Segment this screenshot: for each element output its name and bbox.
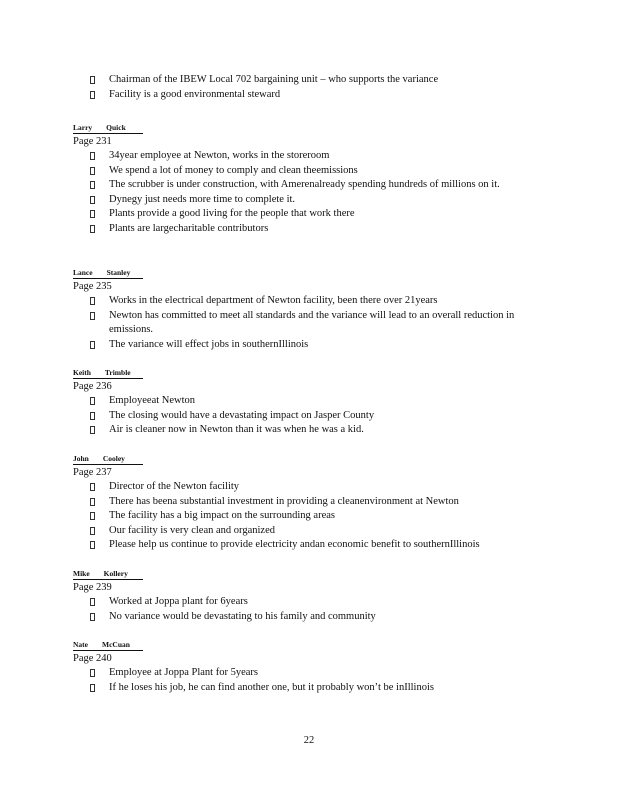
page-reference: Page 235 [73,281,112,292]
list-item: Plants are largecharitable contributors [0,222,618,237]
page-reference: Page 239 [73,582,112,593]
page-reference: Page 240 [73,653,112,664]
bullet-box-icon [90,512,95,520]
list-item: Facility is a good environmental steward [0,88,618,103]
bullet-list [0,149,618,237]
list-item: Our facility is very clean and organized [0,524,618,539]
bullet-list [0,294,618,352]
list-item: Employee at Joppa Plant for 5years [0,666,618,681]
bullet-list [0,480,618,553]
page-reference: Page 237 [73,467,112,478]
bullet-box-icon [90,225,95,233]
bullet-box-icon [90,181,95,189]
bullet-box-icon [90,541,95,549]
list-item: If he loses his job, he can find another one, but it probably won’t be inIllinois [0,681,618,696]
list-item: The facility has a big impact on the surrounding areas [0,509,618,524]
bullet-box-icon [90,613,95,621]
list-item: Dynegy just needs more time to complete it. [0,193,618,208]
bullet-box-icon [90,598,95,606]
speaker-name: Keith Trimble [73,368,143,379]
page-number: 22 [303,735,315,746]
speaker-name: John Cooley [73,454,143,465]
list-item: There has beena substantial investment in providing a cleanenvironment at Newton [0,495,618,510]
page-reference: Page 236 [73,381,112,392]
bullet-box-icon [90,210,95,218]
testimony-section [0,117,618,237]
list-item: The closing would have a devastating impact on Jasper County [0,409,618,424]
bullet-box-icon [90,91,95,99]
bullet-list [0,595,618,624]
bullet-box-icon [90,312,95,320]
speaker-name: Larry Quick [73,123,143,134]
testimony-section [0,362,618,438]
bullet-box-icon [90,498,95,506]
list-item: The scrubber is under construction, with Amerenalready spending hundreds of millions on it. [0,178,618,193]
list-item: Please help us continue to provide electricity andan economic benefit to southernIllinois [0,538,618,553]
bullet-box-icon [90,152,95,160]
testimony-section [0,262,618,352]
bullet-box-icon [90,167,95,175]
speaker-name: Mike Kollery [73,569,143,580]
list-item: Director of the Newton facility [0,480,618,495]
testimony-section [0,448,618,553]
bullet-box-icon [90,196,95,204]
list-item: Employeeat Newton [0,394,618,409]
list-item: Plants provide a good living for the people that work there [0,207,618,222]
bullet-box-icon [90,297,95,305]
list-item: Works in the electrical department of Newton facility, been there over 21years [0,294,618,309]
list-item: Air is cleaner now in Newton than it was when he was a kid. [0,423,618,438]
page-reference: Page 231 [73,136,112,147]
continued-bullets [0,73,618,102]
list-item: Chairman of the IBEW Local 702 bargaining unit – who supports the variance [0,73,618,88]
bullet-box-icon [90,527,95,535]
bullet-box-icon [90,669,95,677]
testimony-section [0,634,618,695]
bullet-box-icon [90,397,95,405]
bullet-list [0,394,618,438]
list-item: We spend a lot of money to comply and clean theemissions [0,164,618,179]
list-item: 34year employee at Newton, works in the storeroom [0,149,618,164]
list-item: The variance will effect jobs in southernIllinois [0,338,618,353]
bullet-box-icon [90,684,95,692]
bullet-box-icon [90,426,95,434]
list-item: Newton has committed to meet all standards and the variance will lead to an overall reduction in emissions. [0,309,618,338]
list-item: No variance would be devastating to his family and community [0,610,618,625]
speaker-name: Lance Stanley [73,268,143,279]
list-item: Worked at Joppa plant for 6years [0,595,618,610]
bullet-box-icon [90,483,95,491]
bullet-list [0,73,618,102]
bullet-list [0,666,618,695]
testimony-section [0,563,618,624]
bullet-box-icon [90,76,95,84]
speaker-name: Nate McCuan [73,640,143,651]
bullet-box-icon [90,412,95,420]
bullet-box-icon [90,341,95,349]
